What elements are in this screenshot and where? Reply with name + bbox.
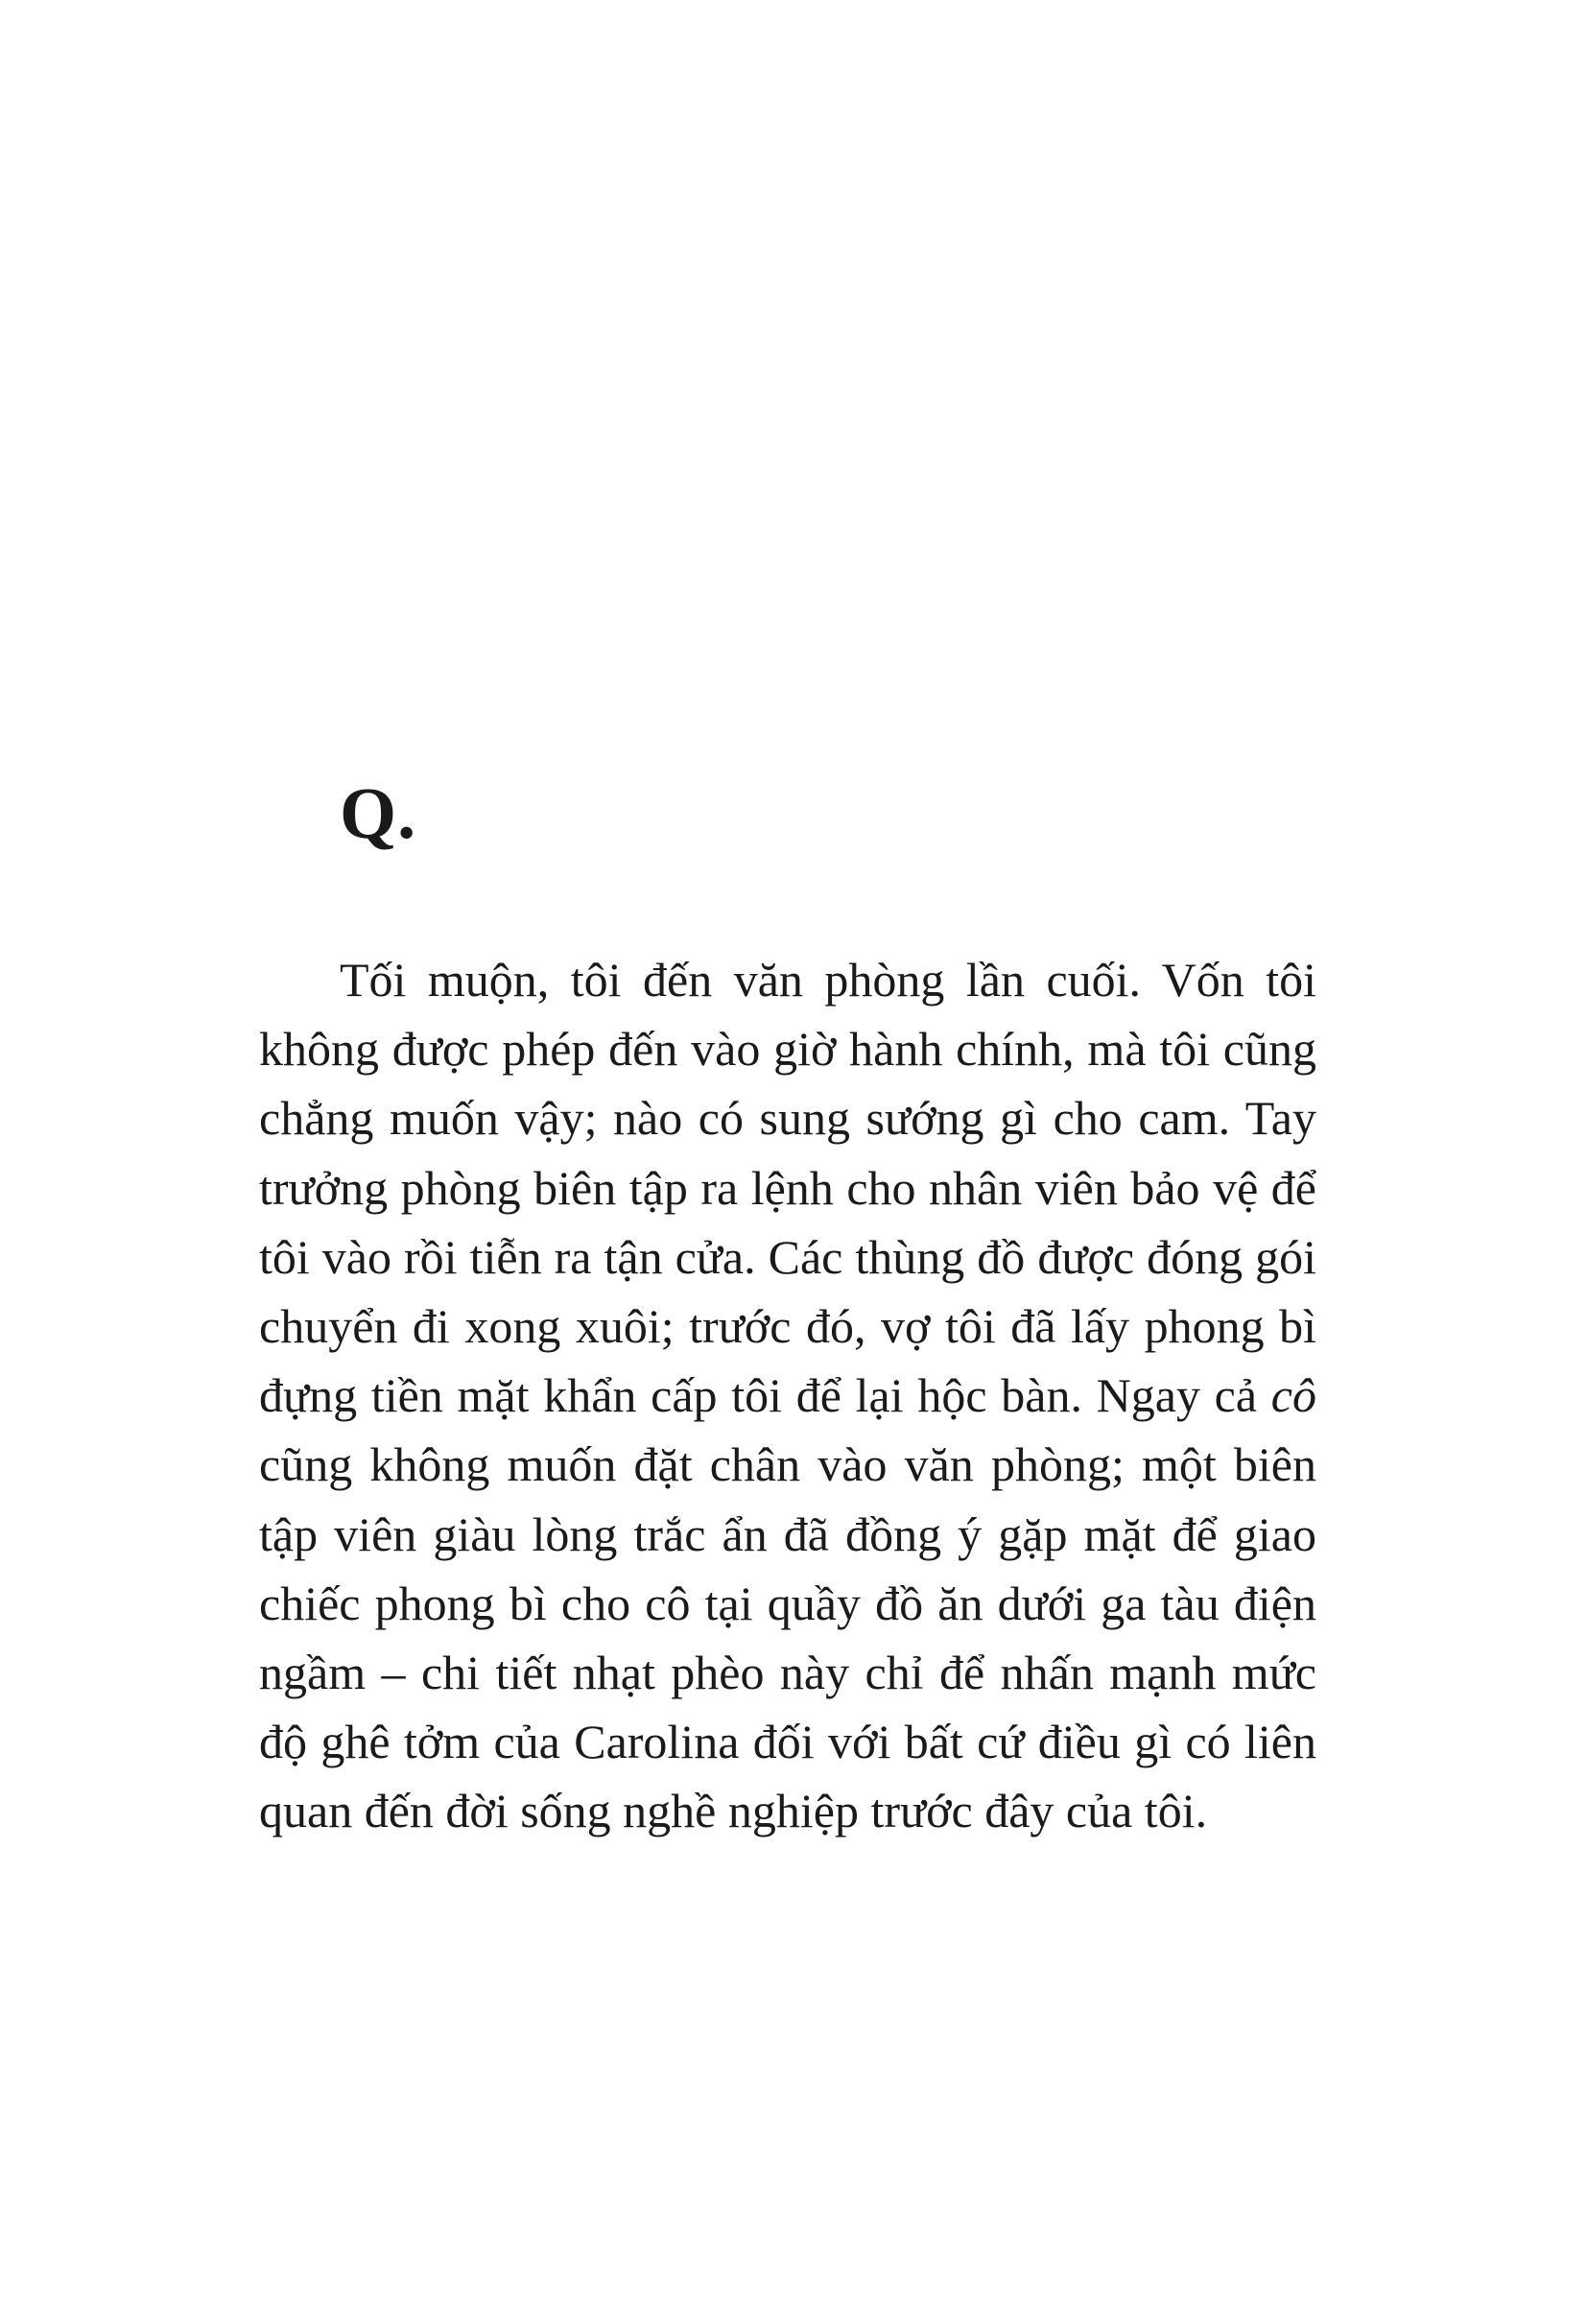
chapter-heading: Q. — [340, 773, 417, 854]
paragraph-text-part1: Tối muộn, tôi đến văn phòng lần cuối. Vốn tôi không được phép đến vào giờ hành chính, mà tôi cũng chẳng muốn vậy; nào có sung sướng gì cho cam. Tay trưởng phòng biên tập ra lệnh cho nhân viên bảo vệ để tôi vào rồi tiễn ra tận cửa. Các thùng đồ được đóng gói chuyển đi xong xuôi; trước đó, vợ tôi đã lấy phong bì đựng tiền mặt khẩn cấp tôi để lại hộc bàn. Ngay cả — [259, 953, 1316, 1423]
paragraph-text-part2: cũng không muốn đặt chân vào văn phòng; một biên tập viên giàu lòng trắc ẩn đã đồng ý gặp mặt để giao chiếc phong bì cho cô tại quầy đồ ăn dưới ga tàu điện ngầm – chi tiết nhạt phèo này chỉ để nhấn mạnh mức độ ghê tởm của Carolina đối với bất cứ điều gì có liên quan đến đời sống nghề nghiệp trước đây của tôi. — [259, 1437, 1316, 1838]
italic-emphasis: cô — [1270, 1368, 1316, 1423]
body-paragraph — [259, 945, 1316, 1846]
